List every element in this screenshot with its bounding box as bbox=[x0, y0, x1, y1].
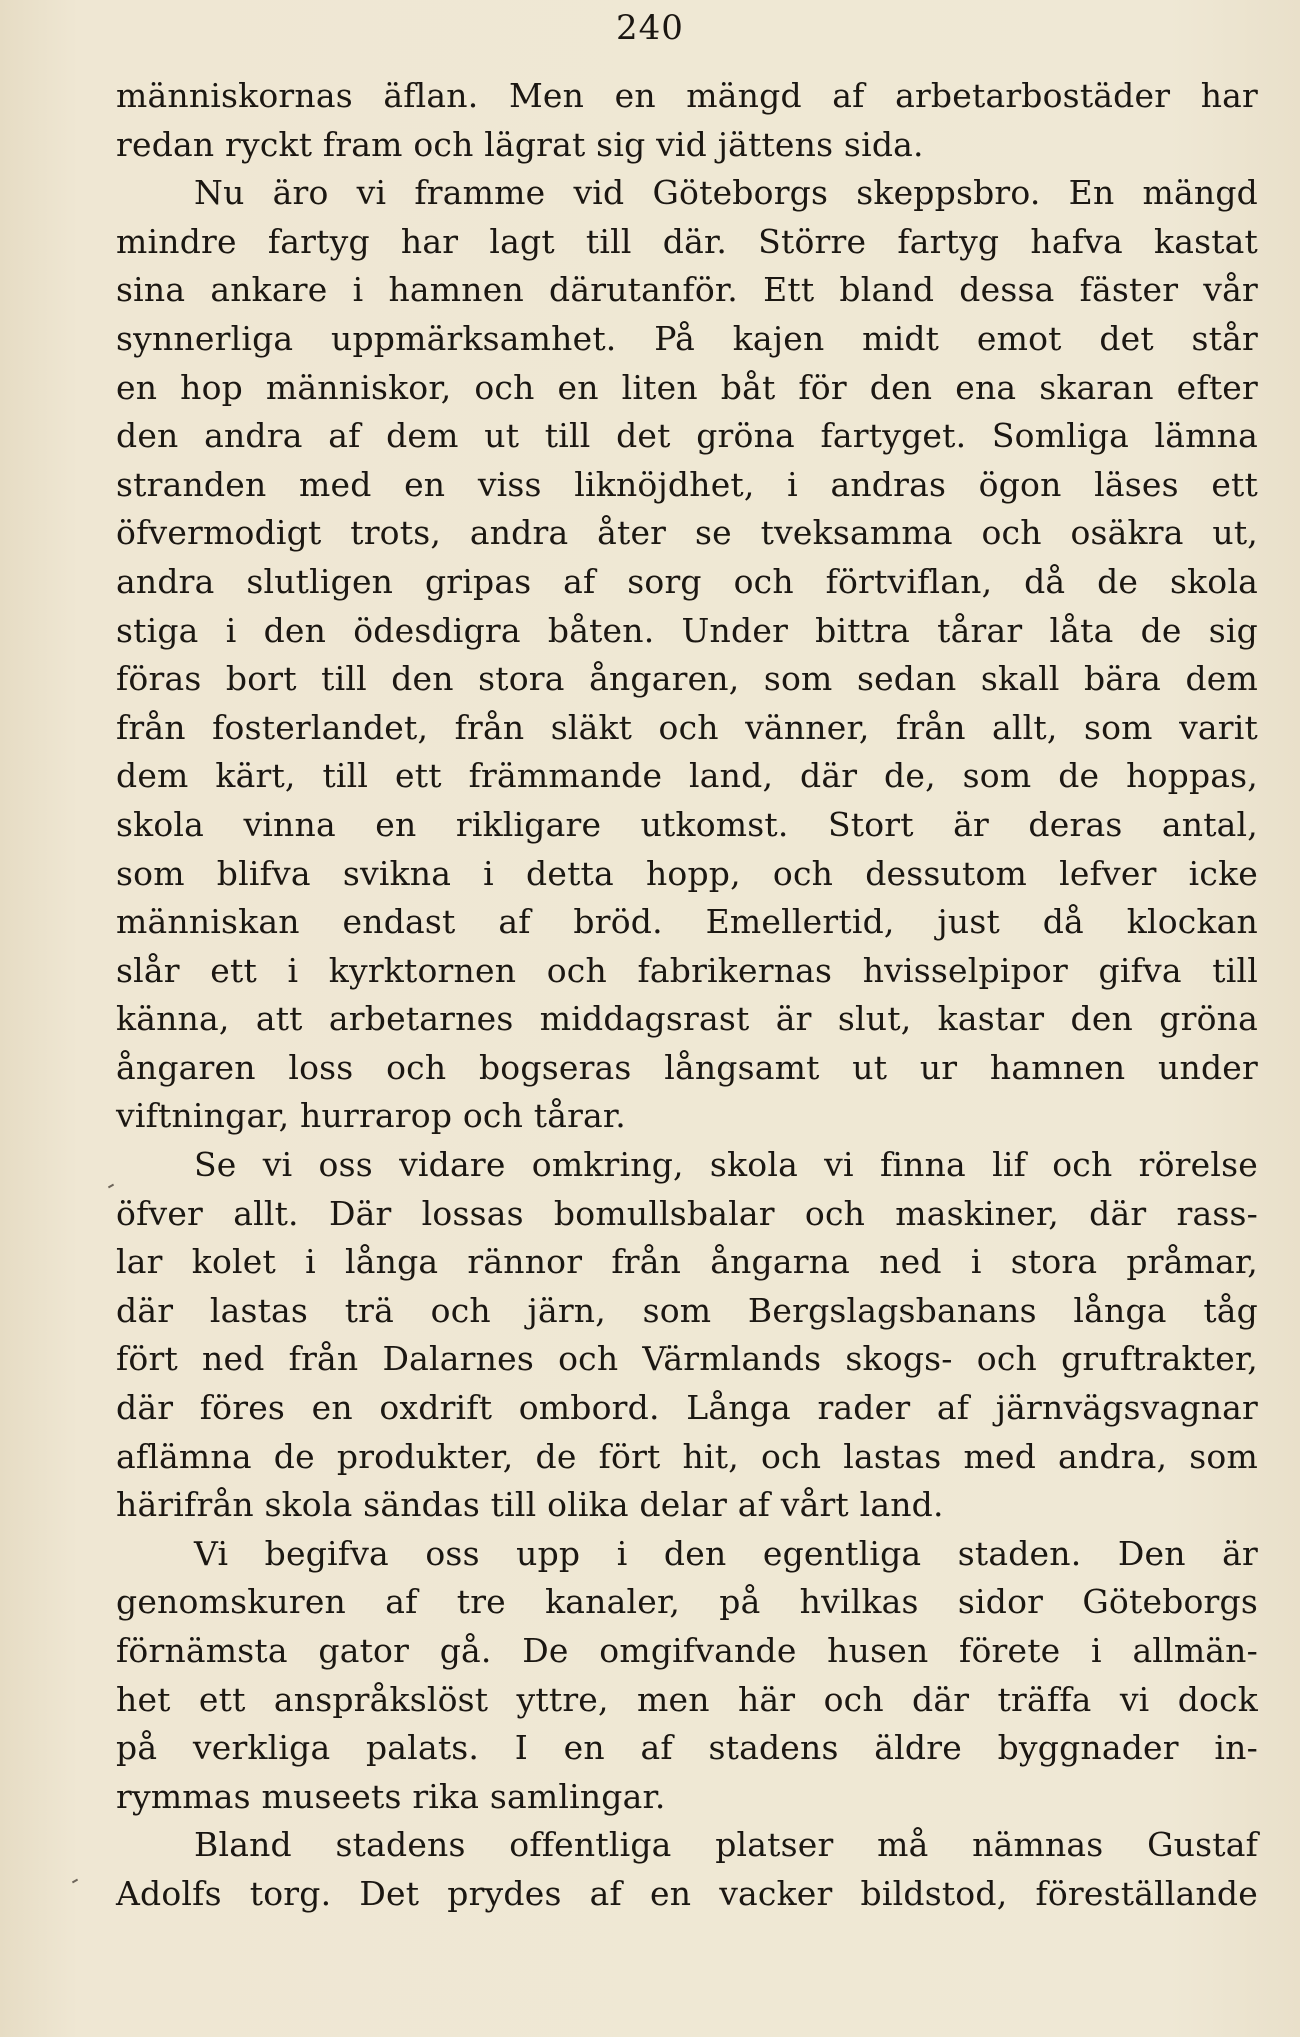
text-line: andra slutligen gripas af sorg och förtviflan, då de skola bbox=[116, 561, 1258, 601]
text-line: människornas äflan. Men en mängd af arbetarbostäder har bbox=[116, 76, 1258, 115]
text-line: ångaren loss och bogseras långsamt ut ur hamnen under bbox=[116, 1047, 1258, 1087]
text-line: genomskuren af tre kanaler, på hvilkas sidor Göteborgs bbox=[116, 1582, 1258, 1622]
text-line: stiga i den ödesdigra båten. Under bittra tårar låta de sig bbox=[116, 610, 1258, 650]
text-line: där föres en oxdrift ombord. Långa rader af järnvägsvagnar bbox=[116, 1388, 1258, 1428]
text-line: rymmas museets rika samlingar. bbox=[116, 1776, 666, 1816]
text-line: aflämna de produkter, de fört hit, och lastas med andra, som bbox=[116, 1436, 1258, 1476]
text-line: slår ett i kyrktornen och fabrikernas hvisselpipor gifva till bbox=[116, 950, 1258, 990]
text-line: viftningar, hurrarop och tårar. bbox=[116, 1096, 626, 1136]
text-line: het ett anspråkslöst yttre, men här och där träffa vi dock bbox=[116, 1679, 1258, 1719]
text-line: en hop människor, och en liten båt för den ena skaran efter bbox=[116, 367, 1258, 407]
text-line: känna, att arbetarnes middagsrast är slut, kastar den gröna bbox=[116, 999, 1258, 1039]
text-line: öfvermodigt trots, andra åter se tveksamma och osäkra ut, bbox=[116, 513, 1258, 553]
text-line: öfver allt. Där lossas bomullsbalar och maskiner, där rass- bbox=[116, 1193, 1258, 1233]
text-line: på verkliga palats. I en af stadens äldre byggnader in- bbox=[116, 1728, 1258, 1768]
text-line: stranden med en viss liknöjdhet, i andras ögon läses ett bbox=[116, 464, 1258, 504]
text-line: förnämsta gator gå. De omgifvande husen förete i allmän- bbox=[116, 1631, 1258, 1670]
text-line: människan endast af bröd. Emellertid, just då klockan bbox=[116, 902, 1258, 942]
text-line: föras bort till den stora ångaren, som sedan skall bära dem bbox=[116, 659, 1258, 699]
text-line: lar kolet i långa rännor från ångarna ned i stora pråmar, bbox=[116, 1242, 1258, 1282]
text-line: dem kärt, till ett främmande land, där de, som de hoppas, bbox=[116, 756, 1258, 796]
text-line: Se vi oss vidare omkring, skola vi finna lif och rörelse bbox=[194, 1145, 1258, 1185]
paper-speck bbox=[72, 1879, 78, 1884]
text-line: Nu äro vi framme vid Göteborgs skeppsbro. En mängd bbox=[194, 173, 1258, 213]
text-line: sina ankare i hamnen därutanför. Ett bland dessa fäster vår bbox=[116, 270, 1258, 310]
text-line: Adolfs torg. Det prydes af en vacker bildstod, föreställande bbox=[116, 1873, 1258, 1913]
text-line: fört ned från Dalarnes och Värmlands skogs- och gruftrakter, bbox=[116, 1339, 1258, 1379]
paper-speck bbox=[108, 1184, 114, 1189]
text-line: Bland stadens offentliga platser må nämnas Gustaf bbox=[194, 1825, 1258, 1865]
text-line: som blifva svikna i detta hopp, och dessutom lefver icke bbox=[116, 853, 1258, 893]
text-line: den andra af dem ut till det gröna fartyget. Somliga lämna bbox=[116, 416, 1258, 456]
text-line: synnerliga uppmärksamhet. På kajen midt emot det står bbox=[116, 318, 1258, 358]
text-line: härifrån skola sändas till olika delar af vårt land. bbox=[116, 1485, 944, 1525]
text-line: redan ryckt fram och lägrat sig vid jättens sida. bbox=[116, 124, 924, 164]
body-text bbox=[116, 72, 1258, 1919]
text-line: från fosterlandet, från släkt och vänner, från allt, som varit bbox=[116, 707, 1258, 747]
text-line: skola vinna en rikligare utkomst. Stort är deras antal, bbox=[116, 804, 1258, 844]
text-line: där lastas trä och järn, som Bergslagsbanans långa tåg bbox=[116, 1290, 1258, 1330]
page-number: 240 bbox=[616, 8, 684, 48]
text-line: mindre fartyg har lagt till där. Större fartyg hafva kastat bbox=[116, 221, 1258, 261]
text-line: Vi begifva oss upp i den egentliga staden. Den är bbox=[194, 1533, 1258, 1573]
